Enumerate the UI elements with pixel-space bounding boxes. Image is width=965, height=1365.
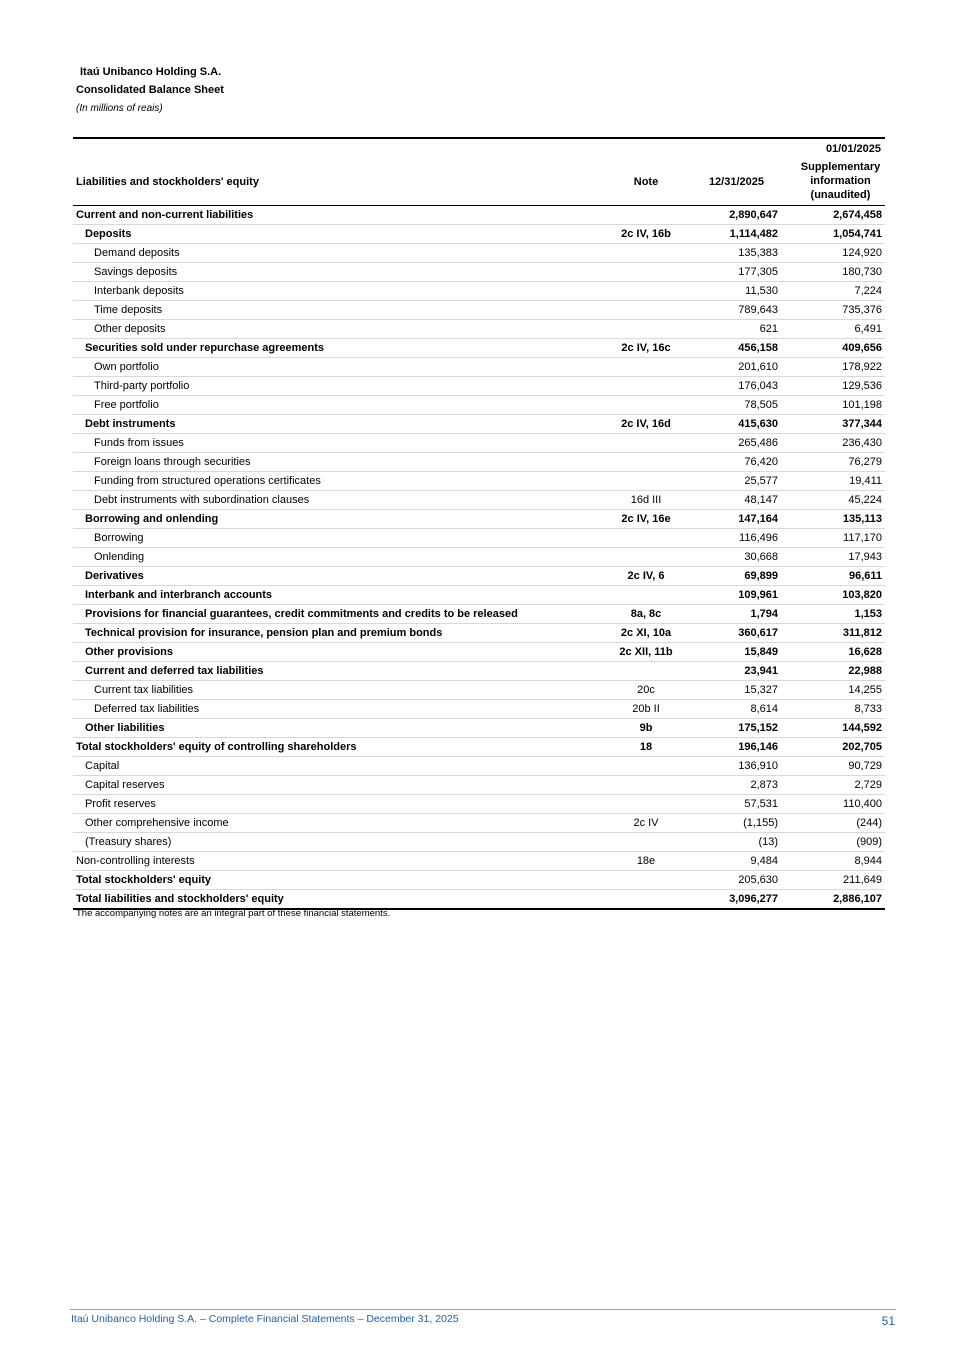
table-row bbox=[73, 206, 885, 225]
label-column-header: Liabilities and stockholders' equity bbox=[73, 158, 603, 206]
prior-header-line3: (unaudited) bbox=[810, 189, 871, 201]
prior-period-header bbox=[784, 158, 885, 206]
statement-title: Consolidated Balance Sheet bbox=[76, 84, 224, 96]
row-note bbox=[603, 472, 689, 491]
row-label: (Treasury shares) bbox=[73, 833, 603, 852]
row-value-current: 48,147 bbox=[689, 491, 784, 510]
footer-divider bbox=[70, 1309, 896, 1310]
row-label: Other deposits bbox=[73, 320, 603, 339]
row-value-prior: 377,344 bbox=[784, 415, 885, 434]
row-value-current: 136,910 bbox=[689, 757, 784, 776]
table-row bbox=[73, 434, 885, 453]
row-note bbox=[603, 453, 689, 472]
table-row bbox=[73, 795, 885, 814]
table-row bbox=[73, 624, 885, 643]
row-note bbox=[603, 795, 689, 814]
prior-date-header: 01/01/2025 bbox=[784, 138, 885, 158]
row-value-current: 621 bbox=[689, 320, 784, 339]
row-value-current: 76,420 bbox=[689, 453, 784, 472]
page-number: 51 bbox=[881, 1314, 895, 1328]
row-value-current: 265,486 bbox=[689, 434, 784, 453]
row-value-prior: 8,944 bbox=[784, 852, 885, 871]
row-value-prior: 178,922 bbox=[784, 358, 885, 377]
row-label: Foreign loans through securities bbox=[73, 453, 603, 472]
row-note: 2c XII, 11b bbox=[603, 643, 689, 662]
row-value-prior: 311,812 bbox=[784, 624, 885, 643]
row-note bbox=[603, 548, 689, 567]
units-note: (In millions of reais) bbox=[76, 103, 163, 114]
row-value-current: 78,505 bbox=[689, 396, 784, 415]
current-period-header: 12/31/2025 bbox=[689, 158, 784, 206]
header-row-columns bbox=[73, 158, 885, 206]
row-label: Derivatives bbox=[73, 567, 603, 586]
row-value-current: 1,114,482 bbox=[689, 225, 784, 244]
row-value-prior: 211,649 bbox=[784, 871, 885, 890]
table-row bbox=[73, 700, 885, 719]
row-label: Capital bbox=[73, 757, 603, 776]
row-value-current: 116,496 bbox=[689, 529, 784, 548]
row-value-prior: 103,820 bbox=[784, 586, 885, 605]
row-value-prior: 110,400 bbox=[784, 795, 885, 814]
row-value-current: 175,152 bbox=[689, 719, 784, 738]
row-value-prior: 2,729 bbox=[784, 776, 885, 795]
row-label: Onlending bbox=[73, 548, 603, 567]
row-value-prior: 2,674,458 bbox=[784, 206, 885, 225]
table-row bbox=[73, 282, 885, 301]
row-note: 2c IV bbox=[603, 814, 689, 833]
table-row bbox=[73, 643, 885, 662]
row-label: Third-party portfolio bbox=[73, 377, 603, 396]
row-value-prior: 735,376 bbox=[784, 301, 885, 320]
row-value-current: 69,899 bbox=[689, 567, 784, 586]
row-label: Non-controlling interests bbox=[73, 852, 603, 871]
row-value-prior: 22,988 bbox=[784, 662, 885, 681]
table-row bbox=[73, 244, 885, 263]
row-value-current: 176,043 bbox=[689, 377, 784, 396]
row-note bbox=[603, 871, 689, 890]
row-note: 2c XI, 10a bbox=[603, 624, 689, 643]
row-value-prior: 17,943 bbox=[784, 548, 885, 567]
row-value-prior: 1,054,741 bbox=[784, 225, 885, 244]
row-label: Capital reserves bbox=[73, 776, 603, 795]
header-row-date bbox=[73, 138, 885, 158]
row-value-current: 11,530 bbox=[689, 282, 784, 301]
row-value-current: 147,164 bbox=[689, 510, 784, 529]
table-row bbox=[73, 453, 885, 472]
row-note bbox=[603, 776, 689, 795]
table-row bbox=[73, 301, 885, 320]
row-value-prior: 7,224 bbox=[784, 282, 885, 301]
row-note: 9b bbox=[603, 719, 689, 738]
table-row bbox=[73, 871, 885, 890]
row-note: 20b II bbox=[603, 700, 689, 719]
row-value-current: 177,305 bbox=[689, 263, 784, 282]
row-label: Interbank and interbranch accounts bbox=[73, 586, 603, 605]
row-label: Other comprehensive income bbox=[73, 814, 603, 833]
prior-header-line1: Supplementary bbox=[800, 161, 881, 173]
table-row bbox=[73, 263, 885, 282]
row-label: Time deposits bbox=[73, 301, 603, 320]
row-value-current: 135,383 bbox=[689, 244, 784, 263]
row-value-current: 2,890,647 bbox=[689, 206, 784, 225]
row-value-prior: 144,592 bbox=[784, 719, 885, 738]
row-value-current: 360,617 bbox=[689, 624, 784, 643]
row-value-prior: 236,430 bbox=[784, 434, 885, 453]
row-note bbox=[603, 396, 689, 415]
row-value-prior: 135,113 bbox=[784, 510, 885, 529]
row-note: 2c IV, 16b bbox=[603, 225, 689, 244]
row-value-current: 2,873 bbox=[689, 776, 784, 795]
row-value-current: 415,630 bbox=[689, 415, 784, 434]
table-row bbox=[73, 719, 885, 738]
row-value-prior: 117,170 bbox=[784, 529, 885, 548]
row-value-prior: 45,224 bbox=[784, 491, 885, 510]
footer-text: Itaú Unibanco Holding S.A. – Complete Financial Statements – December 31, 2025 bbox=[71, 1313, 459, 1325]
row-note: 2c IV, 6 bbox=[603, 567, 689, 586]
table-row bbox=[73, 491, 885, 510]
table-row bbox=[73, 377, 885, 396]
row-value-prior: 8,733 bbox=[784, 700, 885, 719]
row-label: Interbank deposits bbox=[73, 282, 603, 301]
row-note: 2c IV, 16d bbox=[603, 415, 689, 434]
table-row bbox=[73, 776, 885, 795]
table-row bbox=[73, 757, 885, 776]
row-value-prior: 202,705 bbox=[784, 738, 885, 757]
row-value-current: (1,155) bbox=[689, 814, 784, 833]
row-note bbox=[603, 358, 689, 377]
row-note bbox=[603, 757, 689, 776]
row-label: Current tax liabilities bbox=[73, 681, 603, 700]
row-value-current: 8,614 bbox=[689, 700, 784, 719]
row-label: Borrowing bbox=[73, 529, 603, 548]
row-label: Own portfolio bbox=[73, 358, 603, 377]
row-note: 18e bbox=[603, 852, 689, 871]
row-value-current: 456,158 bbox=[689, 339, 784, 358]
row-value-prior: 19,411 bbox=[784, 472, 885, 491]
row-value-current: 9,484 bbox=[689, 852, 784, 871]
row-value-current: 205,630 bbox=[689, 871, 784, 890]
table-row bbox=[73, 510, 885, 529]
table-row bbox=[73, 339, 885, 358]
row-note bbox=[603, 206, 689, 225]
row-note: 2c IV, 16e bbox=[603, 510, 689, 529]
balance-sheet-table bbox=[73, 137, 885, 910]
row-note bbox=[603, 586, 689, 605]
row-note bbox=[603, 890, 689, 910]
row-value-prior: 14,255 bbox=[784, 681, 885, 700]
table-row bbox=[73, 358, 885, 377]
row-label: Debt instruments bbox=[73, 415, 603, 434]
row-label: Deposits bbox=[73, 225, 603, 244]
table-row bbox=[73, 415, 885, 434]
table-row bbox=[73, 738, 885, 757]
table-row bbox=[73, 567, 885, 586]
row-value-current: 1,794 bbox=[689, 605, 784, 624]
row-value-current: 109,961 bbox=[689, 586, 784, 605]
row-value-current: 23,941 bbox=[689, 662, 784, 681]
row-note: 2c IV, 16c bbox=[603, 339, 689, 358]
table-row bbox=[73, 586, 885, 605]
table-row bbox=[73, 472, 885, 491]
row-label: Total stockholders' equity bbox=[73, 871, 603, 890]
table-row bbox=[73, 605, 885, 624]
table-row bbox=[73, 548, 885, 567]
row-label: Borrowing and onlending bbox=[73, 510, 603, 529]
row-value-prior: 96,611 bbox=[784, 567, 885, 586]
table-row bbox=[73, 681, 885, 700]
row-note bbox=[603, 263, 689, 282]
row-note: 16d III bbox=[603, 491, 689, 510]
row-label: Securities sold under repurchase agreements bbox=[73, 339, 603, 358]
row-value-current: 196,146 bbox=[689, 738, 784, 757]
row-label: Current and non-current liabilities bbox=[73, 206, 603, 225]
row-note bbox=[603, 244, 689, 263]
row-label: Provisions for financial guarantees, credit commitments and credits to be released bbox=[73, 605, 603, 624]
row-label: Technical provision for insurance, pension plan and premium bonds bbox=[73, 624, 603, 643]
row-value-prior: 124,920 bbox=[784, 244, 885, 263]
row-value-current: 15,327 bbox=[689, 681, 784, 700]
row-value-current: 30,668 bbox=[689, 548, 784, 567]
row-label: Deferred tax liabilities bbox=[73, 700, 603, 719]
row-value-current: 789,643 bbox=[689, 301, 784, 320]
row-note bbox=[603, 662, 689, 681]
table-row bbox=[73, 814, 885, 833]
row-label: Free portfolio bbox=[73, 396, 603, 415]
row-value-current: 25,577 bbox=[689, 472, 784, 491]
row-value-prior: 409,656 bbox=[784, 339, 885, 358]
table-row bbox=[73, 225, 885, 244]
row-value-prior: 6,491 bbox=[784, 320, 885, 339]
company-name: Itaú Unibanco Holding S.A. bbox=[80, 66, 222, 78]
row-label: Funds from issues bbox=[73, 434, 603, 453]
row-value-current: 15,849 bbox=[689, 643, 784, 662]
row-note: 20c bbox=[603, 681, 689, 700]
row-value-prior: 16,628 bbox=[784, 643, 885, 662]
row-value-prior: 1,153 bbox=[784, 605, 885, 624]
row-note bbox=[603, 320, 689, 339]
balance-sheet-body bbox=[73, 206, 885, 910]
row-value-current: 57,531 bbox=[689, 795, 784, 814]
table-row bbox=[73, 396, 885, 415]
row-value-prior: 129,536 bbox=[784, 377, 885, 396]
table-row bbox=[73, 320, 885, 339]
table-row bbox=[73, 852, 885, 871]
row-note bbox=[603, 377, 689, 396]
table-row bbox=[73, 662, 885, 681]
row-note bbox=[603, 833, 689, 852]
row-value-prior: 2,886,107 bbox=[784, 890, 885, 910]
row-note bbox=[603, 434, 689, 453]
note-column-header: Note bbox=[603, 158, 689, 206]
row-value-prior: 76,279 bbox=[784, 453, 885, 472]
table-row bbox=[73, 529, 885, 548]
row-note bbox=[603, 282, 689, 301]
row-value-prior: 101,198 bbox=[784, 396, 885, 415]
row-value-current: 3,096,277 bbox=[689, 890, 784, 910]
row-value-prior: (909) bbox=[784, 833, 885, 852]
row-value-prior: 90,729 bbox=[784, 757, 885, 776]
row-label: Funding from structured operations certificates bbox=[73, 472, 603, 491]
row-label: Total stockholders' equity of controlling shareholders bbox=[73, 738, 603, 757]
row-label: Profit reserves bbox=[73, 795, 603, 814]
footnote: The accompanying notes are an integral part of these financial statements. bbox=[76, 908, 391, 919]
prior-header-line2: information bbox=[810, 175, 871, 187]
row-label: Other liabilities bbox=[73, 719, 603, 738]
row-value-current: (13) bbox=[689, 833, 784, 852]
row-note: 18 bbox=[603, 738, 689, 757]
row-label: Debt instruments with subordination clauses bbox=[73, 491, 603, 510]
row-label: Total liabilities and stockholders' equity bbox=[73, 890, 603, 910]
row-value-prior: (244) bbox=[784, 814, 885, 833]
table-row bbox=[73, 833, 885, 852]
row-label: Current and deferred tax liabilities bbox=[73, 662, 603, 681]
row-note: 8a, 8c bbox=[603, 605, 689, 624]
row-label: Demand deposits bbox=[73, 244, 603, 263]
row-note bbox=[603, 301, 689, 320]
table-row bbox=[73, 890, 885, 910]
row-label: Savings deposits bbox=[73, 263, 603, 282]
row-value-current: 201,610 bbox=[689, 358, 784, 377]
row-note bbox=[603, 529, 689, 548]
row-value-prior: 180,730 bbox=[784, 263, 885, 282]
row-label: Other provisions bbox=[73, 643, 603, 662]
